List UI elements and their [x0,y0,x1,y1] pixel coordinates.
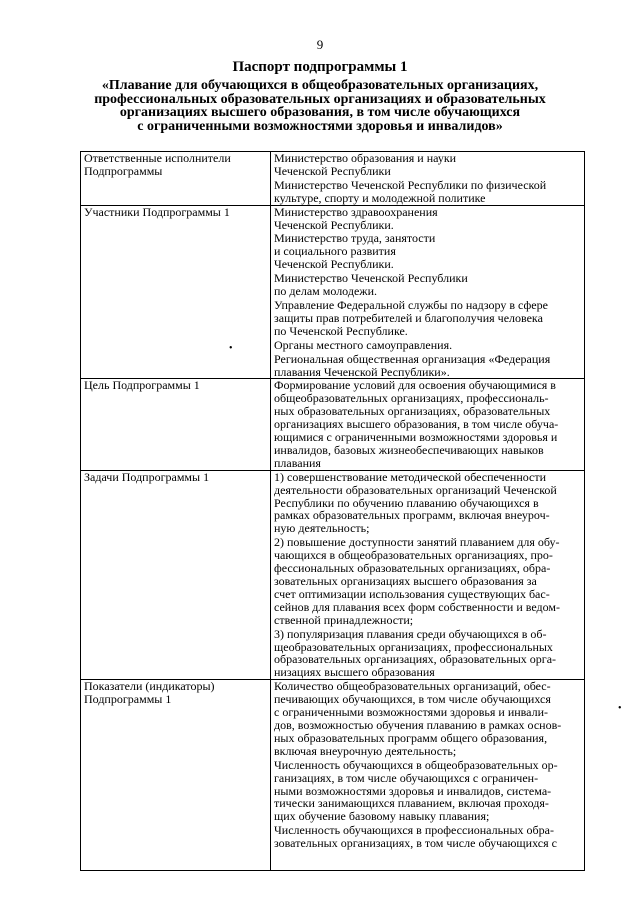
document-title: Паспорт подпрограммы 1 [232,59,408,75]
passport-row [81,680,585,871]
row-paragraph: Численность обучающихся в профессиональных обра- зовательных организациях, в том числе обучающихся с [274,823,557,851]
passport-row [81,379,585,470]
row-label-cell [81,379,271,470]
row-paragraph: Формирование условий для освоения обучающимися в общеобразовательных организациях, профессиональ- ных образовательных организациях, образовательных организациях высшего образования, в том числе обуча- ющимися с ограниченными возможностями здоровья и инвалидов, базовых жизнеобеспечивающих навыков плавания [274,378,559,470]
row-paragraph: Органы местного самоуправления. [274,337,453,352]
row-paragraph: Управление Федеральной службы по надзору в сфере защиты прав потребителей и благополучия человека по Чеченской Республике. [274,297,548,338]
row-label-cell [81,205,271,379]
row-label-cell [81,152,271,206]
row-paragraph: Министерство образования и науки Чеченской Республики [274,151,457,178]
row-paragraph: Министерство здравоохранения Чеченской Республики. [274,205,438,232]
row-label: Ответственные исполнители Подпрограммы [84,151,231,178]
row-value-cell [271,205,585,379]
row-label: Показатели (индикаторы) Подпрограммы 1 [84,679,215,707]
row-paragraph: 2) повышение доступности занятий плаванием для обу- чающихся в общеобразовательных организациях, про- фессиональных образовательных организациях, обра- зовательных организациях высшего образования за счет оптимизации использования существующих бас- сейнов для плавания всех форм собственности и ведом- ственной принадлежности; [274,535,560,627]
row-value-cell [271,379,585,470]
passport-table [80,151,585,871]
row-paragraph: Министерство Чеченской Республики по физической культуре, спорту и молодежной политике [274,177,547,205]
row-label: Задачи Подпрограммы 1 [84,470,210,484]
passport-row [81,152,585,206]
row-paragraph: 3) популяризация плавания среди обучающихся в об- щеобразовательных организациях, профессиональных образовательных организациях, образовательных орга- низациях высшего образования [274,626,557,680]
row-value-cell [271,152,585,206]
row-paragraph: Региональная общественная организация «Федерация плавания Чеченской Республики». [274,351,551,379]
row-value-cell [271,470,585,680]
row-label-cell [81,470,271,680]
row-paragraph: Министерство Чеченской Республики по делам молодежи. [274,271,468,299]
row-paragraph: Количество общеобразовательных организаций, обес- печивающих обучающихся, в том числе обучающихся с ограниченными возможностями здоровья и инвали- дов, возможностью обучения плаванию в рамках основ- ных образовательных программ общего образования, включая внеурочную деятельность; [274,679,562,758]
stray-dot-mark: • [229,343,233,354]
passport-row [81,205,585,379]
passport-row [81,470,585,680]
row-label: Цель Подпрограммы 1 [84,378,200,393]
edge-dot-mark: • [618,703,622,714]
page-number: 9 [316,37,324,52]
passport-table-body [81,152,585,871]
row-paragraph: Министерство труда, занятости и социального развития Чеченской Республики. [274,231,436,272]
row-label: Участники Подпрограммы 1 [84,205,230,219]
document-subtitle: «Плавание для обучающихся в общеобразовательных организациях, профессиональных образовательных организациях и образовательных организациях высшего образования, в том числе обучающихся с ограниченными возможностями здоровья и инвалидов» [94,78,546,134]
row-paragraph: 1) совершенствование методической обеспеченности деятельности образовательных организаций Чеченской Республики по обучению плаванию обучающихся в рамках образовательных программ, включая внеуроч- ную деятельность; [274,470,557,536]
row-label-cell [81,680,271,871]
row-paragraph: Численность обучающихся в общеобразовательных ор- ганизациях, в том числе обучающихся с ограничен- ными возможностями здоровья и инвалидов, системa- тически занимающихся плаванием, включая проходя- щих обучение базовому навыку плавания; [274,757,558,824]
row-value-cell [271,680,585,871]
